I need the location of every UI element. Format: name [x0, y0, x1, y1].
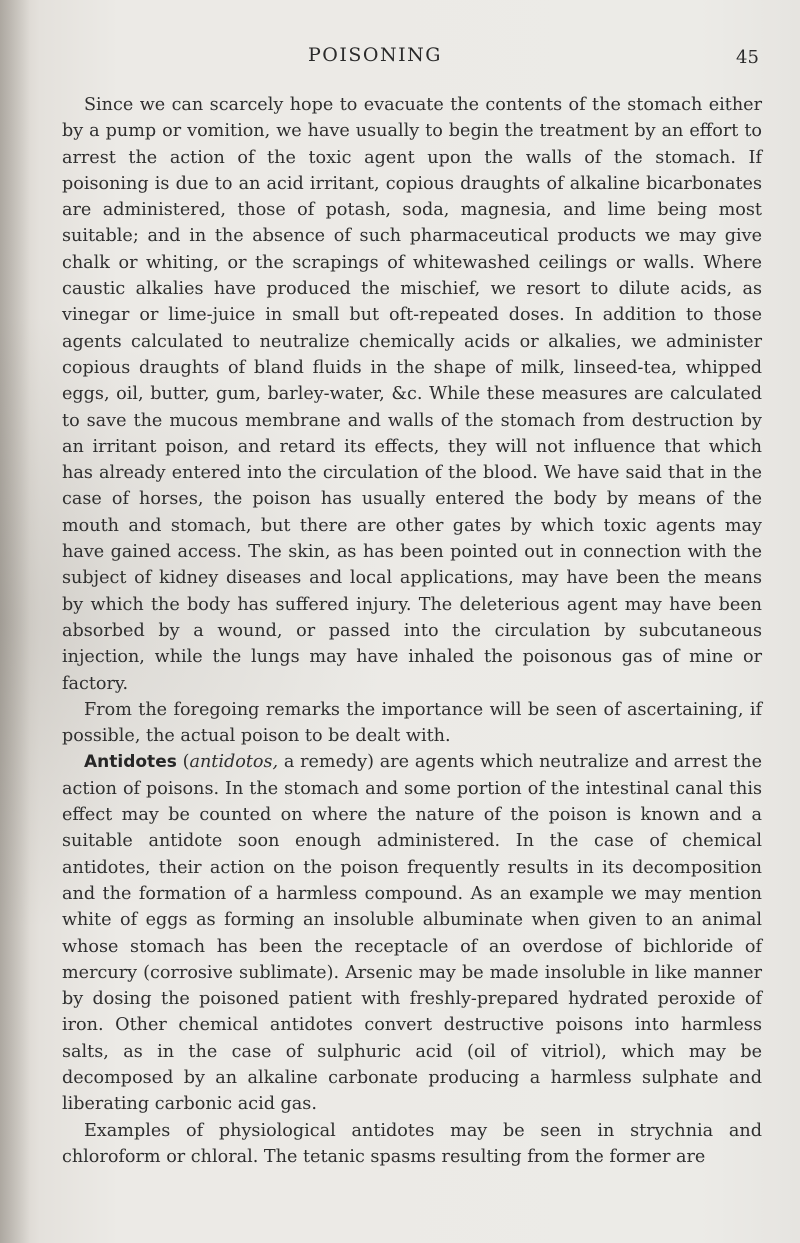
body-text — [62, 92, 762, 1170]
paragraph-1 — [62, 92, 762, 697]
paragraph-2-text: From the foregoing remarks the importance will be seen of ascertaining, if possible, the actual poison to be dealt with. — [62, 699, 762, 747]
page-number: 45 — [736, 47, 759, 68]
paragraph-4-text: Examples of physiological antidotes may be seen in strychnia and chloroform or chloral. The tetanic spasms resulting from the former are — [62, 1120, 762, 1167]
term-antidotes: Antidotes — [84, 752, 177, 773]
gloss-open: ( — [176, 752, 190, 773]
paragraph-4 — [62, 1118, 762, 1171]
running-head: POISONING — [308, 44, 442, 66]
gloss-etymology: antidotos, — [189, 752, 279, 773]
page-header — [0, 44, 800, 74]
paragraph-3 — [62, 749, 762, 1117]
binding-shadow — [0, 0, 30, 1243]
paragraph-3-text: a remedy) are agents which neutralize and arrest the action of poisons. In the stomach and some portion of the intestinal canal this effect may be counted on where the nature of the poison is known and a suitable antidote soon enough administered. In the case of chemical antidotes, their action on the poison frequently results in its decomposition and the formation of a harmless compound. As an example we may mention white of eggs as forming an insoluble albuminate when given to an animal whose stomach has been the receptacle of an overdose of bichloride of mercury (corrosive sublimate). Arsenic may be made insoluble in like manner by dosing the poisoned patient with freshly-prepared hydrated peroxide of iron. Other chemical antidotes convert destructive poisons into harmless salts, as in the case of sulphuric acid (oil of vitriol), which may be decomposed by an alkaline carbonate producing a harmless sulphate and liberating carbonic acid gas. — [62, 752, 762, 1115]
paragraph-1-text: Since we can scarcely hope to evacuate the contents of the stomach either by a pump or vomition, we have usually to begin the treatment by an effort to arrest the action of the toxic agent upon the walls of the stomach. If poisoning is due to an acid irritant, copious draughts of alkaline bicarbonates are administered, those of potash, soda, magnesia, and lime being most suitable; and in the absence of such pharmaceutical products we may give chalk or whiting, or the scrapings of whitewashed ceilings or walls. Where caustic alkalies have produced the mischief, we resort to dilute acids, as vinegar or lime-juice in small but oft-repeated doses. In addition to those agents calculated to neutralize chemically acids or alkalies, we administer copious draughts of bland fluids in the shape of milk, linseed-tea, whipped eggs, oil, butter, gum, barley-water, &c. While these measures are calculated to save the mucous membrane and walls of the stomach from destruction by an irritant poison, and retard its effects, they will not influence that which has already entered into the circulation of the blood. We have said that in the case of horses, the poison has usually entered the body by means of the mouth and stomach, but there are other gates by which toxic agents may have gained access. The skin, as has been pointed out in connection with the subject of kidney diseases and local applications, may have been the means by which the body has suffered injury. The deleterious agent may have been absorbed by a wound, or passed into the circulation by subcutaneous injection, while the lungs may have inhaled the poisonous gas of mine or factory. — [62, 95, 762, 694]
paragraph-2 — [62, 697, 762, 750]
